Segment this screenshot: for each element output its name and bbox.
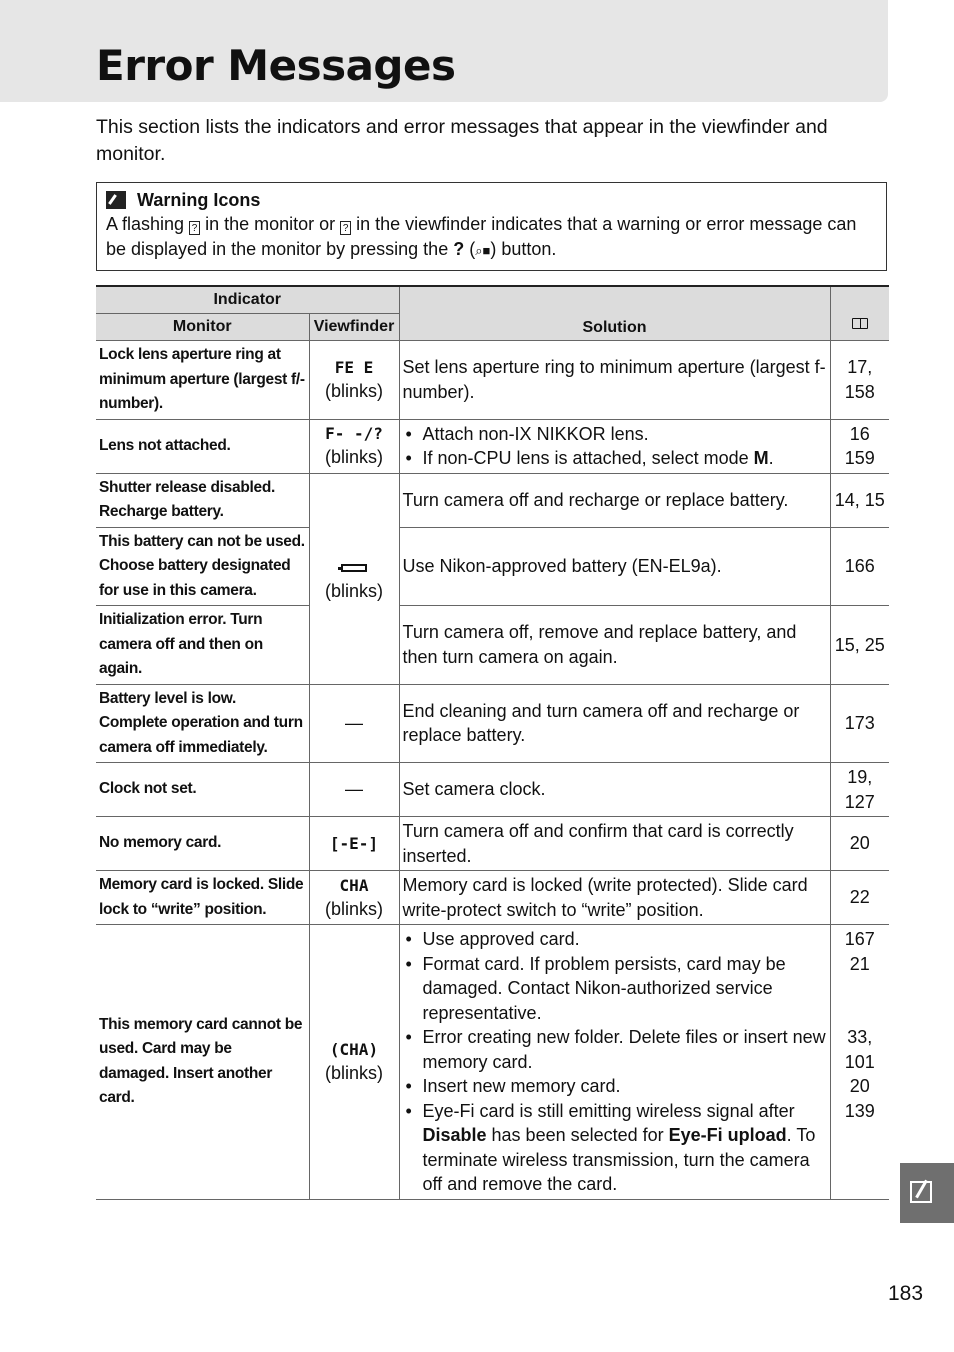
table-row	[96, 817, 889, 871]
warning-heading: Warning Icons	[137, 190, 261, 210]
table-row	[96, 763, 889, 817]
blinks-label: (blinks)	[324, 447, 383, 467]
book-icon	[852, 318, 868, 329]
page-ref: 166	[830, 527, 889, 606]
viewfinder-indicator	[309, 871, 399, 925]
solution: Turn camera off and recharge or replace battery.	[399, 473, 830, 527]
error-messages-table	[96, 285, 889, 1200]
monitor-message: No memory card.	[96, 817, 309, 871]
blinks-label: (blinks)	[324, 580, 383, 601]
warning-heading-row	[106, 188, 877, 212]
page-ref: 14, 15	[830, 473, 889, 527]
mode-m: M	[753, 448, 769, 468]
monitor-message: Initialization error. Turn camera off and then on again.	[96, 606, 309, 685]
monitor-message: Shutter release disabled. Recharge battery.	[96, 473, 309, 527]
page-ref: 15, 25	[830, 606, 889, 685]
page-ref-item: 33, 101	[844, 1027, 875, 1072]
viewfinder-indicator: —	[309, 684, 399, 763]
header-page	[830, 286, 889, 341]
solution	[399, 419, 830, 473]
solution-text: If non-CPU lens is attached, select mode	[422, 448, 754, 468]
warning-text-a: A flashing	[106, 214, 190, 234]
help-icon: ?	[189, 221, 200, 235]
table-row	[96, 473, 889, 527]
page-ref-item: 159	[844, 448, 875, 468]
page-ref-item: 20	[849, 1076, 870, 1096]
monitor-message: Lock lens aperture ring at minimum aperture (largest f/-number).	[96, 341, 309, 420]
help-button-symbol: ?	[453, 239, 465, 259]
viewfinder-indicator	[309, 473, 399, 684]
viewfinder-indicator: —	[309, 763, 399, 817]
warning-note	[96, 182, 887, 271]
monitor-message: Lens not attached.	[96, 419, 309, 473]
header-viewfinder: Viewfinder	[309, 314, 399, 341]
warning-paren-close: ) button.	[490, 239, 557, 259]
page-ref-item: 167	[844, 929, 875, 949]
viewfinder-help-icon: ?	[340, 221, 351, 235]
table-row	[96, 341, 889, 420]
table-row	[96, 606, 889, 685]
troubleshooting-note-icon	[910, 1181, 932, 1203]
solution: Turn camera off, remove and replace battery, and then turn camera on again.	[399, 606, 830, 685]
page-title: Error Messages	[96, 41, 456, 90]
solution-item	[403, 446, 827, 471]
viewfinder-indicator	[309, 817, 399, 871]
solution: Set lens aperture ring to minimum aperture (largest f-number).	[399, 341, 830, 420]
solution: Use Nikon-approved battery (EN-EL9a).	[399, 527, 830, 606]
solution: End cleaning and turn camera off and recharge or replace battery.	[399, 684, 830, 763]
solution-text: . To terminate wireless transmission, turn the camera off and remove the card.	[422, 1125, 816, 1194]
page-ref: 22	[830, 871, 889, 925]
monitor-message: Clock not set.	[96, 763, 309, 817]
monitor-message: This memory card cannot be used. Card may be damaged. Insert another card.	[96, 925, 309, 1200]
solution-text: has been selected for	[486, 1125, 669, 1145]
warning-text-b: in the monitor or	[200, 214, 341, 234]
intro-text: This section lists the indicators and error messages that appear in the viewfinder and monitor.	[96, 116, 828, 165]
page-number: 183	[888, 1282, 924, 1305]
solution-item	[403, 1099, 827, 1197]
page-ref: 20	[830, 817, 889, 871]
eyefi-upload-option: Eye-Fi upload	[668, 1125, 787, 1145]
viewfinder-indicator	[309, 419, 399, 473]
battery-icon	[341, 564, 367, 572]
solution: Set camera clock.	[399, 763, 830, 817]
solution-item: • Use approved card.	[403, 927, 827, 952]
page-ref-item: 21	[849, 953, 870, 974]
solution: Turn camera off and confirm that card is correctly inserted.	[399, 817, 830, 871]
section-tab[interactable]	[900, 1163, 954, 1223]
card-locked-indicator: CHA	[339, 875, 369, 895]
warning-paren-open: (	[464, 239, 476, 259]
page-ref-item: 16	[849, 423, 870, 444]
viewfinder-indicator	[309, 341, 399, 420]
blinks-label: (blinks)	[324, 898, 383, 919]
monitor-message: This battery can not be used. Choose battery designated for use in this camera.	[96, 527, 309, 606]
solution-text: .	[768, 448, 774, 468]
header-monitor: Monitor	[96, 314, 309, 341]
monitor-message: Battery level is low. Complete operation and turn camera off immediately.	[96, 684, 309, 763]
page-ref: 19, 127	[830, 763, 889, 817]
header-solution: Solution	[399, 286, 830, 341]
table-row	[96, 684, 889, 763]
solution-item: • Error creating new folder. Delete files or insert new memory card.	[403, 1025, 827, 1074]
page-ref-item: 139	[844, 1100, 875, 1121]
aperture-error-indicator: FE E	[334, 357, 374, 377]
page-ref: 173	[830, 684, 889, 763]
pencil-note-icon	[106, 191, 126, 209]
solution-item: • Attach non-IX NIKKOR lens.	[403, 422, 827, 447]
blinks-label: (blinks)	[324, 380, 383, 401]
solution-item: • Insert new memory card.	[403, 1074, 827, 1099]
table-row	[96, 925, 889, 1200]
page-ref: 17, 158	[830, 341, 889, 420]
zoom-out-thumbnail-icon: ⌕■	[475, 243, 491, 258]
viewfinder-indicator	[309, 925, 399, 1200]
card-error-indicator: (CHA)	[329, 1039, 379, 1059]
page-ref	[830, 925, 889, 1200]
lens-error-indicator: F- -/?	[325, 424, 383, 443]
table-row	[96, 871, 889, 925]
no-card-indicator: [-E-]	[329, 833, 379, 853]
blinks-label: (blinks)	[324, 1062, 383, 1083]
solution-item: • Format card. If problem persists, card may be damaged. Contact Nikon-authorized service representative.	[403, 952, 827, 1026]
disable-option: Disable	[422, 1125, 487, 1145]
page-ref	[830, 419, 889, 473]
table-row	[96, 527, 889, 606]
warning-text-c: in the viewfinder indicates that a warning or error message can be displayed in the monitor by pressing the	[106, 214, 857, 259]
table-row	[96, 419, 889, 473]
monitor-message: Memory card is locked. Slide lock to “write” position.	[96, 871, 309, 925]
solution-text: Eye-Fi card is still emitting wireless signal after	[422, 1100, 795, 1121]
solution	[399, 925, 830, 1200]
header-indicator: Indicator	[96, 286, 399, 314]
warning-text	[106, 212, 877, 263]
solution: Memory card is locked (write protected). Slide card write-protect switch to “write” position.	[399, 871, 830, 925]
